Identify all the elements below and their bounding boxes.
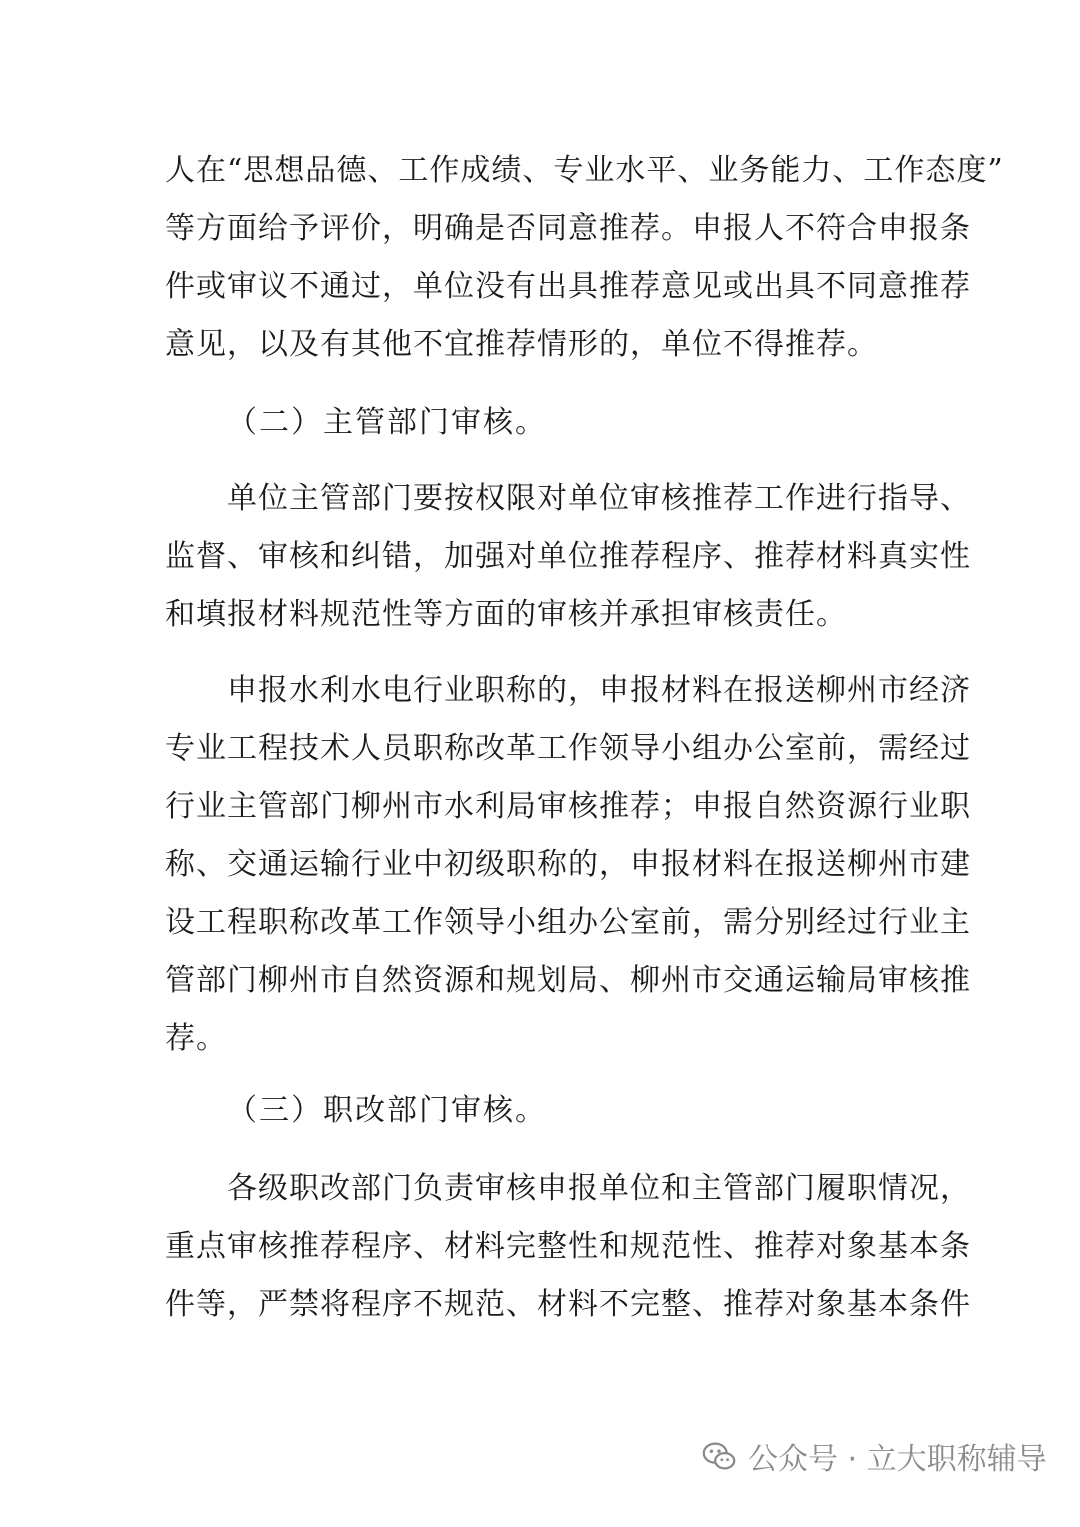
paragraph-line: 件或审议不通过，单位没有出具推荐意见或出具不同意推荐 bbox=[165, 269, 971, 304]
paragraph-line: 人在“思想品德、工作成绩、专业水平、业务能力、工作态度” bbox=[165, 153, 1004, 188]
section-heading-supervisor-review: （二）主管部门审核。 bbox=[227, 405, 547, 440]
paragraph-title-reform-duties bbox=[165, 1160, 971, 1334]
paragraph-line: 申报水利水电行业职称的，申报材料在报送柳州市经济 bbox=[227, 673, 971, 708]
paragraph-line: 件等，严禁将程序不规范、材料不完整、推荐对象基本条件 bbox=[165, 1287, 971, 1322]
wechat-icon bbox=[700, 1437, 738, 1475]
paragraph-line: 各级职改部门负责审核申报单位和主管部门履职情况， bbox=[227, 1171, 971, 1206]
paragraph-line: 设工程职称改革工作领导小组办公室前，需分别经过行业主 bbox=[165, 905, 971, 940]
paragraph-line: 管部门柳州市自然资源和规划局、柳州市交通运输局审核推 bbox=[165, 963, 971, 998]
paragraph-line: 称、交通运输行业中初级职称的，申报材料在报送柳州市建 bbox=[165, 847, 971, 882]
watermark-text: 公众号 · 立大职称辅导 bbox=[748, 1442, 1047, 1477]
paragraph-line: 专业工程技术人员职称改革工作领导小组办公室前，需经过 bbox=[165, 731, 971, 766]
wechat-watermark bbox=[700, 1432, 1047, 1480]
paragraph-line: 监督、审核和纠错，加强对单位推荐程序、推荐材料真实性 bbox=[165, 539, 971, 574]
paragraph-line: 行业主管部门柳州市水利局审核推荐；申报自然资源行业职 bbox=[165, 789, 971, 824]
paragraph-line: 单位主管部门要按权限对单位审核推荐工作进行指导、 bbox=[227, 481, 971, 516]
paragraph-supervisor-duties bbox=[165, 470, 971, 644]
paragraph-line: 荐。 bbox=[165, 1021, 227, 1056]
paragraph-line: 等方面给予评价，明确是否同意推荐。申报人不符合申报条 bbox=[165, 211, 971, 246]
paragraph-line: 和填报材料规范性等方面的审核并承担审核责任。 bbox=[165, 597, 847, 632]
section-heading-title-reform-review: （三）职改部门审核。 bbox=[227, 1093, 547, 1128]
paragraph-industry-review bbox=[165, 662, 971, 1068]
paragraph-line: 重点审核推荐程序、材料完整性和规范性、推荐对象基本条 bbox=[165, 1229, 971, 1264]
paragraph-unit-recommendation bbox=[165, 142, 1004, 374]
paragraph-line: 意见，以及有其他不宜推荐情形的，单位不得推荐。 bbox=[165, 327, 878, 362]
